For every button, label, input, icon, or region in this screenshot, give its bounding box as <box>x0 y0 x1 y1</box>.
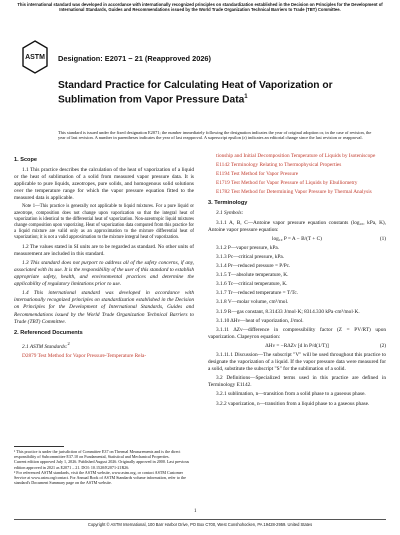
para-3-1-10: 3.1.10 ΔHv—heat of vaporization, J/mol. <box>216 317 304 324</box>
para-3-1-6: 3.1.6 Tc—critical temperature, K. <box>216 281 288 288</box>
para-3-1: 3.1 Symbols: <box>216 210 244 217</box>
left-column <box>14 153 194 362</box>
ref-title[interactable]: Test Method for Determining Vapor Pressure by Thermal Analysis <box>231 189 372 196</box>
ref-code[interactable]: E1194 <box>216 171 230 178</box>
para-3-1-4: 3.1.4 Pr—reduced pressure = P/Pc. <box>216 263 291 270</box>
footnote-1b: Current edition approved July 1, 2026. Published August 2026. Originally approved in 2000. Last previous edition approved in 2021 as E2071 – 21. DOI: 10.1520/E2071-21R26. <box>14 459 190 470</box>
equation-2 <box>208 343 386 350</box>
svg-text:ASTM: ASTM <box>25 54 45 61</box>
ref-e1142[interactable] <box>208 162 386 169</box>
footnote-rule <box>14 446 64 447</box>
ref-title[interactable]: Terminology Relating to Thermophysical Properties <box>230 162 342 169</box>
note-1: Note 1—This practice is generally not applicable to liquid mixtures. For a pure liquid or azeotrope, composition does not change upon vaporization so that the integral heat of vaporization is identical to the differential heat of vaporization. Non-azeotropic liquid mixtures change composition upon vaporizing. Heat of vaporization data computed from this practice for a liquid mixture are valid only as an approximation to the mixture differential heat of vaporization; it is not a valid approximation to the mixture integral heat of vaporization. <box>14 204 194 241</box>
para-3-1-7: 3.1.7 Tr—reduced temperature = T/Tc. <box>216 290 299 297</box>
terminology-heading: 3. Terminology <box>208 200 248 207</box>
designation: Designation: E2071 − 21 (Reapproved 2026) <box>58 54 212 63</box>
footnote-1: ¹ This practice is under the jurisdiction of Committee E37 on Thermal Measurements and is the direct responsibility of Subcommittee E37.10 on Fundamental, Statistical and Mechanical Properties. <box>14 449 181 460</box>
equation-1 <box>208 236 386 243</box>
ref-title[interactable]: Test Method for Vapor Pressure <box>230 171 299 178</box>
ref-e1782[interactable] <box>208 189 386 196</box>
astm-logo-icon <box>22 40 48 74</box>
equation-1-number: (1) <box>379 235 386 242</box>
para-1-2: 1.2 The values stated in SI units are to be regarded as standard. No other units of measurement are included in this standard. <box>14 243 194 257</box>
right-column <box>208 153 386 410</box>
issue-note: This standard is issued under the fixed designation E2071; the number immediately following the designation indicates the year of original adoption or, in the case of revision, the year of last revision. A number in parentheses indicates the year of last reapproval. A superscript epsilon (ε) indicates an editorial change since the last revision or reapproval. <box>58 130 372 141</box>
para-3-1-2: 3.1.2 P—vapor pressure, kPa. <box>216 244 280 251</box>
para-3-2-1: 3.2.1 sublimation, n—transition from a solid phase to a gaseous phase. <box>216 391 366 398</box>
para-3-2-2: 3.2.2 vaporization, n—transition from a liquid phase to a gaseous phase. <box>216 400 370 407</box>
para-1-3: 1.3 This standard does not purport to address all of the safety concerns, if any, associated with its use. It is the responsibility of the user of this standard to establish appropriate safety, health, and environmental practices and determine the applicability of regulatory limitations prior to use. <box>14 259 194 288</box>
para-3-1-8: 3.1.8 V—molar volume, cm³/mol. <box>216 299 289 306</box>
copyright-footer: Copyright © ASTM International, 100 Barr Harbor Drive, PO Box C700, West Conshohocken, PA 19428-2959. United States <box>14 519 386 527</box>
footnotes <box>14 446 194 485</box>
para-1-4: 1.4 This international standard was developed in accordance with internationally recognized principles on standardization established in the Decision on Principles for the Development of International Standards, Guides and Recommendations issued by the World Trade Organization Technical Barriers to Trade (TBT) Committee. <box>14 290 194 325</box>
para-1-1: 1.1 This practice describes the calculation of the heat of vaporization of a liquid or the heat of sublimation of a solid from measured vapor pressure data. It is applicable to pure liquids, azeotropes, pure solids, and homogenous solid solutions over the temperature range for which the vapor pressure equation fitted to the measured data is applicable. <box>14 167 194 202</box>
footnote-2: ² For referenced ASTM standards, visit the ASTM website, www.astm.org, or contact ASTM Customer Service at www.astm.org/contact. For Annual Book of ASTM Standards volume information, refer to the standard's Document Summary page on the ASTM website. <box>14 469 186 486</box>
para-3-1-5: 3.1.5 T—absolute temperature, K. <box>216 272 289 279</box>
ref-d2879[interactable] <box>14 353 194 360</box>
ref-d2879-cont[interactable]: tionship and Initial Decomposition Temperature of Liquids by Isoteniscope <box>216 153 376 159</box>
ref-code[interactable]: D2879 <box>22 352 37 359</box>
equation-1-body: log₁₀ P = A − B/(T + C) <box>272 235 322 242</box>
para-3-1-1: 3.1.1 A, B, C—Antoine vapor pressure equation constants (log₁₀, kPa, K), Antoine vapor pressure equation: <box>208 219 386 233</box>
title-text: Standard Practice for Calculating Heat of Vaporization or Sublimation from Vapor Pressure Data <box>58 80 333 106</box>
ref-code[interactable]: E1719 <box>216 180 230 187</box>
para-3-1-9: 3.1.9 R—gas constant, 8.31433 J/mol·K; 8314.330 kPa·cm³/mol·K. <box>216 308 360 315</box>
footnote-marker-2: 2 <box>67 340 70 346</box>
ref-code[interactable]: E1782 <box>216 189 230 196</box>
scope-heading: 1. Scope <box>14 157 38 163</box>
page-number: 1 <box>194 509 197 514</box>
para-2-1 <box>14 340 194 351</box>
ref-title[interactable]: Test Method for Vapor Pressure of Liquids by Ebulliometry <box>231 180 358 187</box>
referenced-docs-heading: 2. Referenced Documents <box>14 329 83 336</box>
equation-2-number: (2) <box>379 342 386 349</box>
wto-notice: This international standard was developed in accordance with internationally recognized principles on standardization established in the Decision on Principles for the Development of International Standards, Guides and Recommendations issued by the World Trade Organization Technical Barriers to Trade (TBT) Committee. <box>17 2 383 13</box>
ref-e1194[interactable] <box>208 171 386 178</box>
ref-title[interactable]: Test Method for Vapor Pressure-Temperature Rela- <box>37 352 147 359</box>
astm-standards-label: 2.1 ASTM Standards: <box>22 343 68 350</box>
ref-e1719[interactable] <box>208 180 386 187</box>
para-3-1-3: 3.1.3 Pc—critical pressure, kPa. <box>216 253 285 260</box>
para-3-1-11: 3.1.11 ΔZv—difference in compressibility factor (Z = PV/RT) upon vaporization. Clapeyron equation: <box>208 326 386 340</box>
para-3-2: 3.2 Definitions—Specialized terms used in this practice are defined in Terminology E1142. <box>208 375 386 389</box>
document-title <box>58 80 378 106</box>
title-footnote-marker: 1 <box>244 93 248 100</box>
para-3-1-11-1: 3.1.11.1 Discussion—The subscript "V" will be used throughout this practice to designate the vaporization of a liquid. If the vapor pressure data were measured for a solid, substitute the subscript "S" for the sublimation of a solid. <box>208 351 386 373</box>
equation-2-body: ΔHv = −RΔZv [d ln P/d(1/T)] <box>265 342 329 349</box>
ref-code[interactable]: E1142 <box>216 162 230 169</box>
